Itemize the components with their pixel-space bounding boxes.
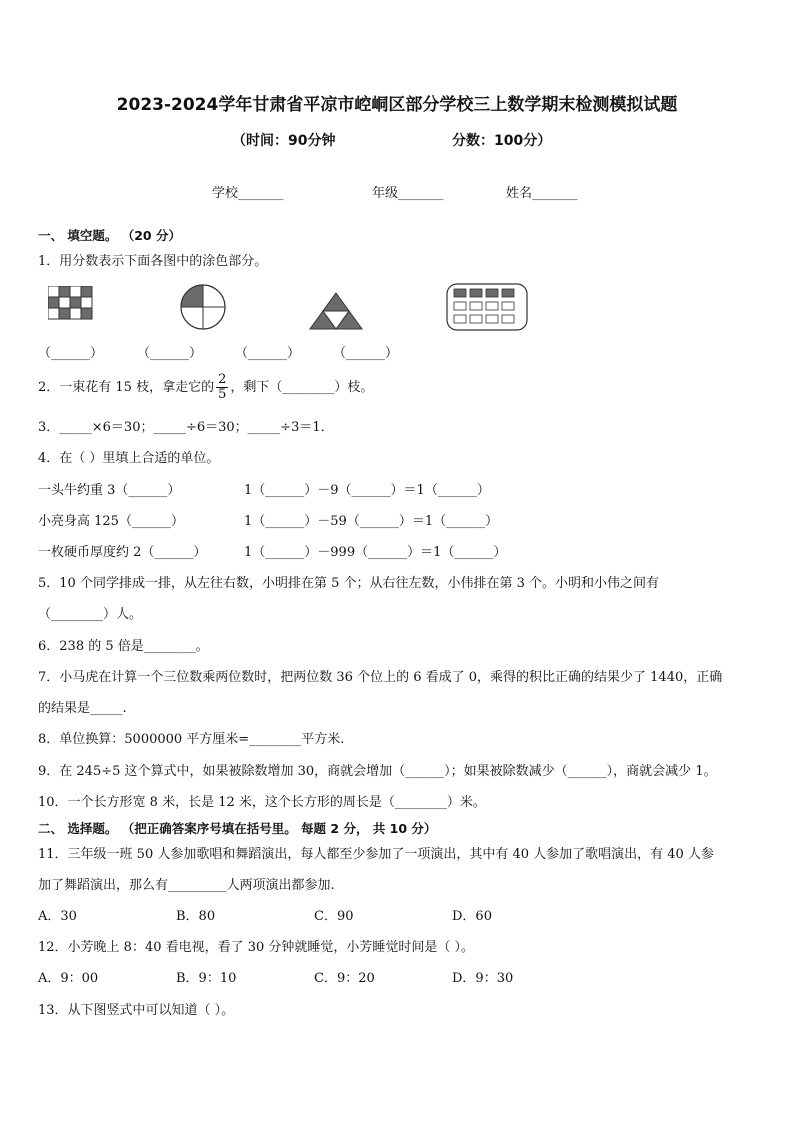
q12-option-a[interactable]: A．9：00: [38, 971, 99, 986]
question-1: 1．用分数表示下面各图中的涂色部分。: [38, 254, 268, 269]
q1-blank-2[interactable]: （______）: [137, 346, 203, 361]
section-2-title: 二、 选择题。 （把正确答案序号填在括号里。 每题 2 分， 共 10 分）: [38, 821, 437, 836]
fraction-numerator: 2: [218, 372, 227, 387]
question-6[interactable]: 6．238 的 5 倍是________。: [38, 639, 209, 654]
question-2: [38, 370, 373, 406]
question-12[interactable]: 12．小芳晚上 8：40 看电视，看了 30 分钟就睡觉，小芳睡觉时间是（ ）。: [38, 940, 475, 955]
q2-text-before: 2．一束花有 15 枝，拿走它的: [38, 380, 215, 395]
q11-option-c[interactable]: C．90: [314, 909, 354, 924]
question-7-line-1: 7．小马虎在计算一个三位数乘两位数时，把两位数 36 个位上的 6 看成了 0，乘得的积比正确的结果少了 1440，正确: [38, 670, 723, 685]
question-7-line-2[interactable]: 的结果是_____.: [38, 701, 127, 716]
circle-figure: [178, 283, 228, 331]
q11-option-a[interactable]: A．30: [38, 909, 77, 924]
name-field[interactable]: 姓名_______: [506, 186, 578, 201]
question-5-line-2[interactable]: （________）人。: [38, 607, 143, 622]
q11-option-d[interactable]: D．60: [452, 909, 492, 924]
q4-row-1-left[interactable]: 一头牛约重 3（______）: [38, 483, 181, 498]
question-11-line-1: 11．三年级一班 50 人参加歌唱和舞蹈演出，每人都至少参加了一项演出，其中有 40 人参加了歌唱演出，有 40 人参: [38, 847, 714, 862]
q4-row-1-right[interactable]: 1（______）－9（______）＝1（______）: [244, 483, 490, 498]
grade-field[interactable]: 年级_______: [372, 186, 444, 201]
rounded-grid-figure: [446, 283, 528, 331]
question-8[interactable]: 8．单位换算：5000000 平方厘米=________平方米.: [38, 732, 345, 747]
q11-option-b[interactable]: B．80: [176, 909, 216, 924]
page-title: 2023-2024学年甘肃省平凉市崆峒区部分学校三上数学期末检测模拟试题: [116, 95, 678, 115]
question-13[interactable]: 13．从下图竖式中可以知道（ ）。: [38, 1003, 235, 1018]
triangle-figure: [308, 291, 364, 331]
q12-option-b[interactable]: B．9：10: [176, 971, 237, 986]
q4-row-3-right[interactable]: 1（______）－999（______）＝1（______）: [244, 545, 507, 560]
q1-blank-3[interactable]: （______）: [235, 346, 301, 361]
question-4: 4．在（ ）里填上合适的单位。: [38, 451, 220, 466]
checkerboard-figure: [48, 286, 94, 330]
section-1-title: 一、 填空题。 （20 分）: [38, 228, 181, 243]
q12-option-c[interactable]: C．9：20: [314, 971, 375, 986]
question-11-line-2[interactable]: 加了舞蹈演出，那么有_________人两项演出都参加.: [38, 878, 335, 893]
exam-time: （时间：90分钟: [232, 133, 336, 149]
school-field[interactable]: 学校_______: [212, 186, 284, 201]
question-9[interactable]: 9．在 245÷5 这个算式中，如果被除数增加 30，商就会增加（______）；如果被除数减少（______），商就会减少 1。: [38, 764, 717, 779]
fraction-denominator: 5: [218, 387, 227, 402]
q4-row-2-left[interactable]: 小亮身高 125（______）: [38, 514, 184, 529]
question-5-line-1: 5．10 个同学排成一排，从左往右数，小明排在第 5 个；从右往左数，小伟排在第 3 个。小明和小伟之间有: [38, 576, 660, 591]
fraction-two-fifths: [216, 373, 228, 402]
question-3[interactable]: 3．_____×6＝30；_____÷6＝30；_____÷3＝1．: [38, 420, 334, 435]
question-10[interactable]: 10．一个长方形宽 8 米，长是 12 米，这个长方形的周长是（________）米。: [38, 795, 486, 810]
q4-row-3-left[interactable]: 一枚硬币厚度约 2（______）: [38, 545, 207, 560]
q2-text-after[interactable]: ，剩下（________）枝。: [230, 380, 374, 395]
q1-blank-1[interactable]: （______）: [38, 346, 104, 361]
exam-score: 分数：100分）: [452, 133, 552, 149]
q12-option-d[interactable]: D．9：30: [452, 971, 514, 986]
q4-row-2-right[interactable]: 1（______）－59（______）＝1（______）: [244, 514, 499, 529]
q1-blank-4[interactable]: （______）: [333, 346, 399, 361]
